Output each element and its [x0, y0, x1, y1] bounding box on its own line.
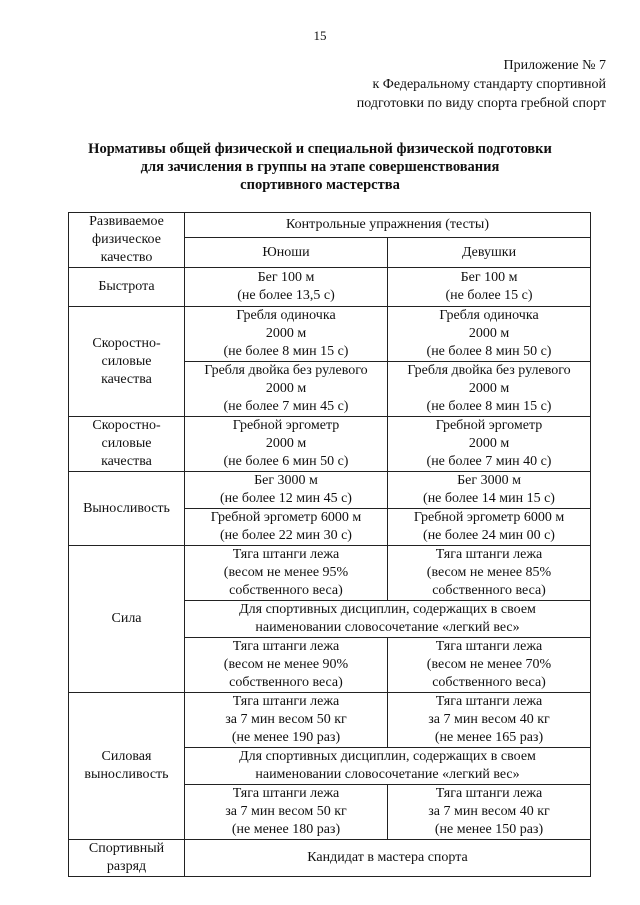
- boys-norm: Гребля двойка без рулевого 2000 м (не более 7 мин 45 с): [204, 363, 368, 414]
- quality-cell: [69, 840, 185, 877]
- boys-norm: Гребной эргометр 2000 м (не более 6 мин 50 с): [223, 418, 349, 469]
- boys-cell: [185, 693, 388, 748]
- title-line: для зачисления в группы на этапе совершенствования: [140, 159, 500, 175]
- girls-cell: [388, 509, 591, 546]
- table-row: [69, 472, 591, 509]
- boys-norm: Тяга штанги лежа за 7 мин весом 50 кг (не менее 180 раз): [225, 786, 347, 837]
- boys-cell: [185, 268, 388, 307]
- girls-norm: Тяга штанги лежа (весом не менее 70% собственного веса): [426, 639, 552, 690]
- boys-norm: Тяга штанги лежа (весом не менее 95% собственного веса): [223, 547, 349, 598]
- boys-norm: Бег 100 м (не более 13,5 с): [237, 270, 335, 303]
- quality-label: Сила: [111, 611, 142, 626]
- title-line: спортивного мастерства: [240, 177, 400, 193]
- quality-label: Спортивный разряд: [88, 841, 165, 874]
- girls-norm: Гребной эргометр 6000 м (не более 24 мин 00 с): [413, 510, 565, 543]
- quality-label: Скоростно- силовые качества: [92, 418, 161, 469]
- girls-cell: [388, 785, 591, 840]
- page-number: 15: [313, 28, 327, 43]
- girls-cell: [388, 307, 591, 362]
- table-row: [69, 840, 591, 877]
- boys-cell: [185, 785, 388, 840]
- standards-table: [68, 212, 591, 877]
- boys-cell: [185, 307, 388, 362]
- girls-cell: [388, 268, 591, 307]
- girls-cell: [388, 472, 591, 509]
- girls-norm: Гребной эргометр 2000 м (не более 7 мин 40 с): [426, 418, 552, 469]
- boys-norm: Тяга штанги лежа за 7 мин весом 50 кг (не менее 190 раз): [225, 694, 347, 745]
- girls-cell: [388, 362, 591, 417]
- quality-label: Скоростно- силовые качества: [92, 335, 161, 387]
- girls-norm: Тяга штанги лежа за 7 мин весом 40 кг (не менее 150 раз): [428, 786, 550, 837]
- boys-cell: [185, 509, 388, 546]
- quality-cell: [69, 268, 185, 307]
- header-cell-boys: Юноши: [185, 238, 388, 268]
- header-quality-text: Развиваемое физическое качество: [89, 214, 164, 265]
- table-header-row: [69, 213, 591, 238]
- girls-norm: Гребля двойка без рулевого 2000 м (не более 8 мин 15 с): [407, 363, 571, 414]
- quality-cell: [69, 417, 185, 472]
- girls-cell: [388, 693, 591, 748]
- lightweight-note: Для спортивных дисциплин, содержащих в своем наименовании словосочетание «легкий вес»: [239, 749, 536, 782]
- appendix-line: Приложение № 7: [503, 58, 606, 73]
- girls-norm: Бег 100 м (не более 15 с): [445, 270, 533, 303]
- boys-cell: [185, 362, 388, 417]
- boys-cell: [185, 417, 388, 472]
- table-row: [69, 307, 591, 362]
- boys-norm: Бег 3000 м (не более 12 мин 45 с): [220, 473, 352, 506]
- table-row: [69, 693, 591, 748]
- boys-norm: Тяга штанги лежа (весом не менее 90% собственного веса): [223, 639, 349, 690]
- quality-label: Выносливость: [83, 500, 170, 516]
- girls-norm: Тяга штанги лежа за 7 мин весом 40 кг (не менее 165 раз): [428, 694, 550, 745]
- rank-cell: [185, 840, 591, 877]
- quality-label: Быстрота: [98, 279, 155, 294]
- table-row: [69, 546, 591, 601]
- quality-cell: [69, 307, 185, 417]
- header-cell-tests: Контрольные упражнения (тесты): [185, 213, 591, 238]
- table-row: [69, 268, 591, 307]
- header-cell-girls: Девушки: [388, 238, 591, 268]
- appendix-header: [357, 56, 606, 113]
- quality-cell: [69, 693, 185, 840]
- lightweight-note-cell: [185, 601, 591, 638]
- header-cell-quality: [69, 213, 185, 268]
- girls-cell: [388, 546, 591, 601]
- rank-value: Кандидат в мастера спорта: [307, 850, 468, 865]
- girls-cell: [388, 638, 591, 693]
- girls-norm: Гребля одиночка 2000 м (не более 8 мин 50 с): [426, 308, 552, 359]
- boys-cell: [185, 546, 388, 601]
- quality-cell: [69, 472, 185, 546]
- lightweight-note: Для спортивных дисциплин, содержащих в своем наименовании словосочетание «легкий вес»: [239, 602, 536, 635]
- boys-cell: [185, 638, 388, 693]
- table-row: [69, 417, 591, 472]
- appendix-line: подготовки по виду спорта гребной спорт: [356, 96, 606, 111]
- boys-norm: Гребля одиночка 2000 м (не более 8 мин 15 с): [223, 308, 349, 359]
- appendix-line: к Федеральному стандарту спортивной: [372, 77, 606, 92]
- girls-cell: [388, 417, 591, 472]
- document-title: [40, 140, 600, 194]
- boys-norm: Гребной эргометр 6000 м (не более 22 мин 30 с): [210, 510, 362, 543]
- quality-label: Силовая выносливость: [84, 749, 169, 782]
- girls-norm: Тяга штанги лежа (весом не менее 85% собственного веса): [426, 547, 552, 598]
- title-line: Нормативы общей физической и специальной физической подготовки: [88, 141, 552, 157]
- girls-norm: Бег 3000 м (не более 14 мин 15 с): [423, 473, 555, 506]
- lightweight-note-cell: [185, 748, 591, 785]
- boys-cell: [185, 472, 388, 509]
- quality-cell: [69, 546, 185, 693]
